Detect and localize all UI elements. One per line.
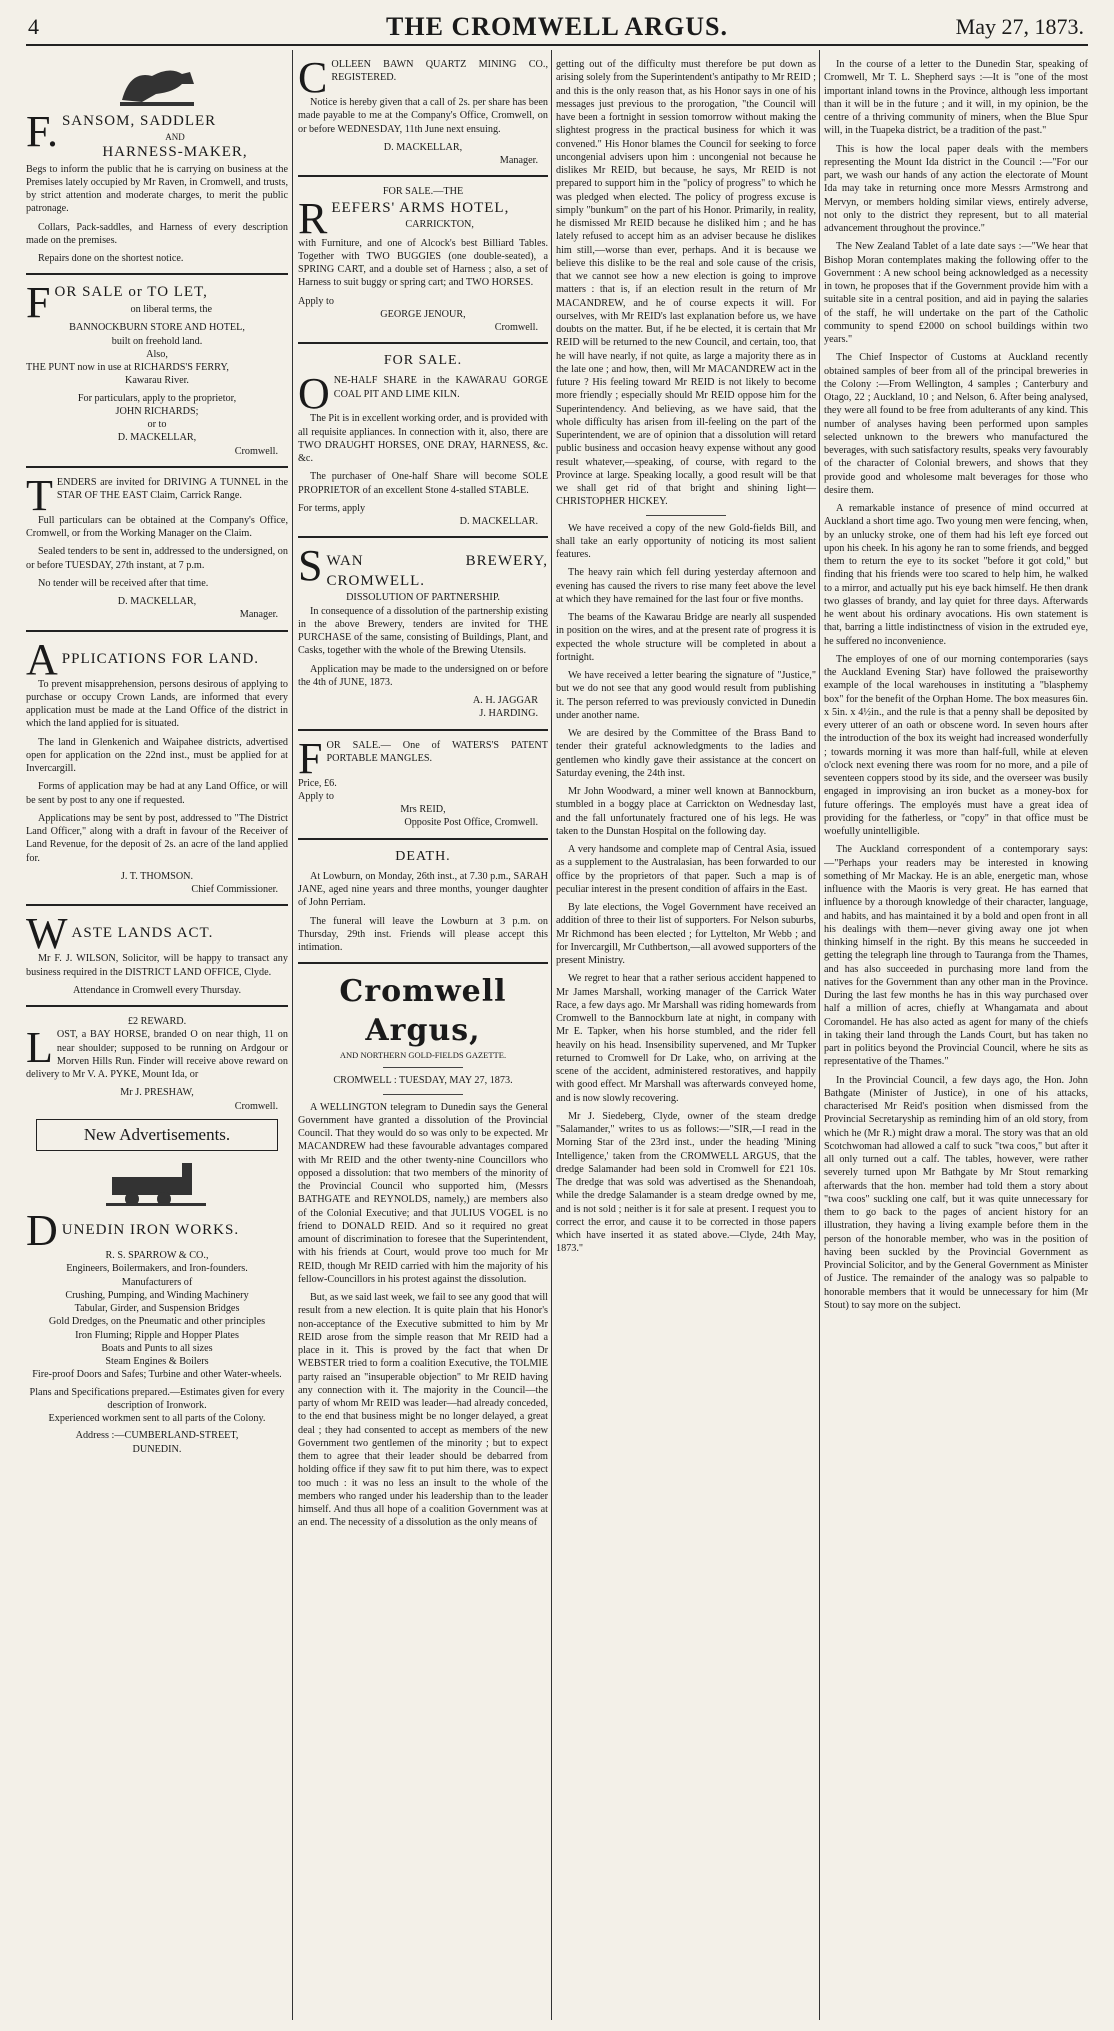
news-item: Mr John Woodward, a miner well known at Bannockburn, stumbled in a boggy place at Carrickton on Wednesday last, and the fall unfortunately fractured one of his legs. He was taken to the Dunstan Hospital on the following day. <box>556 786 816 837</box>
column-rule <box>819 50 820 2020</box>
column-2 <box>298 58 548 2018</box>
nameplate-subtitle: AND NORTHERN GOLD-FIELDS GAZETTE. <box>339 1050 507 1061</box>
masthead <box>26 6 1088 46</box>
news-item: We regret to hear that a rather serious accident happened to Mr James Marshall, working manager of the Carrick Water Race, a few days ago. Mr Marshall was riding homewards from Cromwell to the Bannockburn late at night, in company with Mr E. Tapker, when his horse stumbled, and the rider fell heavily on his head. Insensibility supervened, and Mr Tupker returned to Cromwell for Dr Lake, who, on arriving at the scene of the accident, administered restoratives, and happily with good effect. Mr Marshall was afterwards conveyed home, and is now slowly recovering. <box>556 973 816 1104</box>
news-item: The beams of the Kawarau Bridge are nearly all suspended in position on the wires, and at the present rate of progress it is expected the whole structure will be completed in about a fortnight. <box>556 612 816 663</box>
news-item: We have received a letter bearing the signature of "Justice," but we do not see that any good would result from publishing it. The person referred to was previously convicted in Dunedin under another name. <box>556 670 816 721</box>
news-item: This is how the local paper deals with the members representing the Mount Ida district in the Council :—"For our part, we wash our hands of any action the electorate of Mount Ida may take in returning once more Messrs Armstrong and Mervyn, or members holding similar views, entirely adverse, not only to the district they represent, but to all material advancement throughout the province." <box>824 143 1088 234</box>
column-rule <box>292 50 293 2020</box>
news-item: Mr J. Siedeberg, Clyde, owner of the steam dredge "Salamander," writes to us as follows:—"SIR,—I read in the Morning Star of the 23rd inst., under the heading 'Mining Intelligence,' taken from the CROMWELL ARGUS, that the dredge Salamander had been sold in Cromwell for £21 10s. The dredge that was sold was advertised as the Shenandoah, while the dredge Salamander is a steam dredge owned by me, and is not sold ; neither is it for sale at present. I request you to correct the error, and cause it to be corrected in those papers which have inserted it as stated above.—Clyde, 24th May, 1873." <box>556 1110 816 1255</box>
colleen-bawn-ad: C OLLEEN BAWN QUARTZ MINING CO., REGISTERED. Notice is hereby given that a call of 2s. per share has been made payable to me at the Company's Office, Cromwell, on or before WEDNESDAY, 11th June next ensuing. D. MACKELLAR, Manager. <box>298 58 548 166</box>
mangles-ad: F OR SALE.— One of WATERS'S PATENT PORTABLE MANGLES. Price, £6. Apply to Mrs REID, Opposite Post Office, Cromwell. <box>298 733 548 829</box>
editorial-paragraph: But, as we said last week, we fail to see any good that will result from a new election. It is quite plain that his Honor's non-acceptance of the Executive submitted to him by Mr REID arose from the simple reason that Mr REID had a place in it. This is proved by the fact that when Dr WEBSTER tried to form a coalition Executive, the TOLMIE party raised an "insuperable objection" to Mr REID having any connection with it. The majority in the Council—the party of whom Mr REID was leader—had already conceded, to the end that business might be no longer delayed, a great deal ; they had consented to accept as members of the new Government two gentlemen of the minority ; but to expect them to agree that their leader should be debarred from holding office if they saw fit to put him there, was to expect too much : it was no less an insult to the whole of the members who ranged under his leadership than to the leader himself. And thus all hope of a coalition Government was at an end. The necessity of a dissolution as the only means of <box>298 1292 548 1529</box>
column-rule <box>551 50 552 2020</box>
news-item: We have received a copy of the new Gold-fields Bill, and shall take an early opportunity of noticing its most salient features. <box>556 522 816 560</box>
news-item: In the course of a letter to the Dunedin Star, speaking of Cromwell, Mr T. L. Shepherd says :—It is "one of the most important inland towns in the Province, although less important than it will be in the future ; and it will, in my opinion, be the centre of a thriving community of miners, when the Blue Spur will, in the Tuapeka district, be a tradition of the past." <box>824 59 1088 137</box>
reefers-arms-ad: FOR SALE.—THE R EEFERS' ARMS HOTEL, CARRICKTON, with Furniture, and one of Alcock's best Billiard Tables. Together with TWO BUGGIES (one double-seated), a SPRING CART, and a double set of Harness ; also, a set of Harness to suit buggy or spring cart; and TWO HORSES. Apply to GEORGE JENOUR, Cromwell. <box>298 186 548 333</box>
news-item: The New Zealand Tablet of a late date says :—"We hear that Bishop Moran contemplates making the following offer to the Government : A new school being acknowledged as a necessity in town, he proposes that if the Government provide him with a suitable site in a central position, and aid in paying the salaries of the staff, he will undertake on the part of the Catholic community to spend £2000 on school buildings within two years." <box>824 241 1088 345</box>
waste-lands-ad: W ASTE LANDS ACT. Mr F. J. WILSON, Solicitor, will be happy to transact any business required in the DISTRICT LAND OFFICE, Clyde. Attendance in Cromwell every Thursday. <box>26 909 288 996</box>
news-item: The employes of one of our morning contemporaries (says the Auckland Evening Star) have followed the praiseworthy example of the local warehouses in instituting a "blasphemy box" for the benefit of the Orphan Home. The box measures 6in. x 5in. x 4½in., and the rule is that a penny shall be deposited by every utterer of an oath or obscene word. In seven hours after the introduction of the box its weight had increased wonderfully ; towards morning it was more than half-full, while at eleven o'clock next evening there was room for no more, and a pile of seventeen coppers stood by its side, and the overseer was busily engaged in improvising an iron bucket as a money-box for future offerings. The employés must have a great idea of providing for the fatherless, or "copy" in that office must be woefully unintelligible. <box>824 653 1088 837</box>
newspaper-title: THE CROMWELL ARGUS. <box>386 12 728 41</box>
column-3 <box>556 58 816 2018</box>
tenders-ad: T ENDERS are invited for DRIVING A TUNNEL in the STAR OF THE EAST Claim, Carrick Range. Full particulars can be obtained at the Company's Office, Cromwell, or from the Working Manager on the Claim. Sealed tenders to be sent in, addressed to the undersigned, on or before TUESDAY, 27th instant, at 7 p.m. No tender will be received after that time. D. MACKELLAR, Manager. <box>26 470 288 621</box>
news-item: A remarkable instance of presence of mind occurred at Auckland a short time ago. Two young men were fencing, when, by an unlucky stroke, one of them had his left eye forced out upon his cheek. In his agony he ran to some friends, and begged them to return the eye to its socket "before it got cold," but finding that his friends were too scared to help him, he walked to a mirror, and actually put his eye back himself. He then drank two glasses of brandy, and lay quiet for three days. Afterwards he went about his ordinary avocations. His own statement is that, barring a little indistinctness of vision in the extruded eye, he suffered no inconvenience. <box>824 503 1088 647</box>
bannockburn-sale-ad: F OR SALE or TO LET, on liberal terms, the BANNOCKBURN STORE AND HOTEL, built on freehold land. Also, THE PUNT now in use at RICHARDS'S FERRY, Kawarau River. For particulars, apply to the proprietor, JOHN RICHARDS; or to D. MACKELLAR, Cromwell. <box>26 278 278 457</box>
editorial-paragraph: A WELLINGTON telegram to Dunedin says the General Government have granted a dissolution of the Provincial Council. That they would do so was only to be expected. Mr MACANDREW had these favourable advantages compared with Mr REID and the other twenty-nine Councillors who opposed a dissolution: that two members of the minority of the Provincial Council who supported him, (Messrs BATHGATE and REYNOLDS, namely,) are members also of the Colonial Executive; and that JULIUS VOGEL is no friend to DONALD REID. And so it required no great amount of discrimination to foresee that the Superintendent, with his friends at Court, would prove too much for Mr REID, though Mr REID carried with him the majority of his fellow-Councillors in his protest against the dissolution. <box>298 1101 548 1285</box>
sansom-ad: F. SANSOM, SADDLER AND HARNESS-MAKER, Begs to inform the public that he is carrying on business at the Premises lately occupied by Mr Raven, in Cromwell, and trusts, by strict attention and moderate charges, to merit the public patronage. Collars, Pack-saddles, and Harness of every description made on the premises. Repairs done on the shortest notice. <box>26 107 288 265</box>
editorial-continued: getting out of the difficulty must therefore be put down as arising solely from the Superintendent's antipathy to Mr REID ; and this is the only reason that, as his Honor says in one of his messages just previous to the prorogation, "the Council will have been a fortnight in session tomorrow without making the slightest progress in the practical business for which it was convened." His Honor blames the Council for seeking to force uncongenial advisers upon him : uncongenial not because he dislikes Mr REID, but because, he says, Mr REID is not prepared to support him in the "policy of progress" to which he was pledged when elected. The policy of progress excuse is simply "bunkum" on the part of his Honor. Primarily, in reality, he dismissed Mr REID because he disliked him ; and he has lately refused to accept him as an adviser because he dislikes him still,—worse than ever, perhaps. And it is because we believe this dislike to be the real and sole cause of the crisis, that we cannot see how a new election is going to improve matters : that is, if an election result in the return of Mr MACANDREW, and he of course expects it will. For ourselves, with Mr REID's last explanation before us, we have doubts on the matter. But, if he be elected, it is certain that Mr REID will be returned to the new Council, and certain, too, that he will have nearly, if not quite, as large a majority there as in the late one ; and how, then, will Mr MACANDREW act in the future ? His feeling toward Mr REID is not likely to become more friendly ; especially should Mr REID oppose him for the Superintendency. And believing, as we have said, that the whole difficulty has arisen from ill-feeling on the part of the Superintendent, we are of opinion that a dissolution will retard public business and occasion heavy expense without any good result whatever,—speaking, of course, with regard to the Province at large. Speaking locally, a good result will be that we shall get rid of that bright and shining light—CHRISTOPHER HICKEY. <box>556 59 816 508</box>
column-1 <box>26 58 288 2018</box>
coal-pit-sale-ad: FOR SALE. O NE-HALF SHARE in the KAWARAU GORGE COAL PIT AND LIME KILN. The Pit is in excellent working order, and is provided with all requisite appliances. In connection with it, also, there are TWO DRAUGHT HORSES, ONE DRAY, HARNESS, &c. &c. The purchaser of One-half Share will become SOLE PROPRIETOR of an excellent Stone 4-stalled STABLE. For terms, apply D. MACKELLAR. <box>298 353 548 528</box>
news-item: The Auckland correspondent of a contemporary says:—"Perhaps your readers may be interested in knowing something of Mr Mackay. He is an able, energetic man, whose influence with the Maoris is very great. He has earned that influence by a thorough knowledge of their character, language, and habits, and has maintained it by a bold and open front in all his dealings with them—never giving away one jot when thinking himself in the right. By this means he succeeded in getting the telegraph line through to Tauranga from the Thames, and has also succeeded in purchasing more land from the natives for the Government than any other man in the Province. During the last few months he has in this way purchased over half a million of acres, chiefly at Whangamata and about Coromandel. He has also acted as agent for many of the chiefs in taking their land through the Lands Court, but has taken no part in politics beyond the Provincial Council, where he sits as representative of the Thames." <box>824 844 1088 1068</box>
dateline: CROMWELL : TUESDAY, MAY 27, 1873. <box>333 1075 513 1087</box>
cromwell-argus-nameplate: Cromwell Argus, <box>339 974 507 1049</box>
issue-date: May 27, 1873. <box>955 14 1084 39</box>
news-item: The heavy rain which fell during yesterday afternoon and evening has caused the rivers to rise many feet above the level at which they have remained for the last four or five months. <box>556 567 816 605</box>
land-applications-ad: A PPLICATIONS FOR LAND. To prevent misapprehension, persons desirous of applying to purchase or occupy Crown Lands, are informed that every application must be made at the Land Office of the district in which the land applied for is situated. The land in Glenkenich and Waipahee districts, advertised open for application on the 22nd inst., must be applied for at Invercargill. Forms of application may be had at any Land Office, or will be sent by post to any one if requested. Applications may be sent by post, addressed to "The District Land Officer," along with a draft in favour of the Receiver of Land Revenue, for the deposit of 2s. an acre of the land applied for. J. T. THOMSON. Chief Commissioner. <box>26 634 288 896</box>
reward-ad: £2 REWARD. L OST, a BAY HORSE, branded O on near thigh, 11 on near shoulder; supposed to be running on Ardgour or Morven Hills Run. Finder will receive above reward on delivery to Mr V. A. PYKE, Mount Ida, or Mr J. PRESHAW, Cromwell. <box>26 1016 288 1112</box>
news-item: The Chief Inspector of Customs at Auckland recently obtained samples of beer from all of the principal breweries in the Colony :—From Wellington, 4 samples ; Canterbury and Otago, 22 ; Auckland, 10 ; and Nelson, 6. After being analysed, they were all found to be free from adulterants of any kind. This number of analyses having been performed upon samples selected unknown to the brewers who manufactured the beverages, with such satisfactory results, speaks very favourably of the character of Colonial brewers, and shows that they provide good and wholesome malt beverages for those who desire them. <box>824 352 1088 496</box>
steam-engine-icon <box>102 1157 212 1207</box>
column-4 <box>824 58 1088 2018</box>
dunedin-iron-works-ad: D UNEDIN IRON WORKS. R. S. SPARROW & CO., Engineers, Boilermakers, and Iron-founders. Manufacturers of Crushing, Pumping, and Winding Machinery Tabular, Girder, and Suspension Bridges Gold Dredges, on the Pneumatic and other principles Iron Fluming; Ripple and Hopper Plates Boats and Punts to all sizes Steam Engines & Boilers Fire-proof Doors and Safes; Turbine and other Water-wheels. Plans and Specifications prepared.—Estimates given for every description of Ironwork. Experienced workmen sent to all parts of the Colony. Address :—CUMBERLAND-STREET, DUNEDIN. <box>26 1206 285 1455</box>
page-number: 4 <box>28 14 39 39</box>
horse-collar-icon <box>112 62 202 108</box>
news-item: In the Provincial Council, a few days ago, the Hon. John Bathgate (Minister of Justice), in one of his attacks, characterised Mr Reid's position when dismissed from the Provincial Secretaryship as reminding him of an old story, from which he (Mr R.) might draw a moral. The story was that an old Scotchwoman had allowed a calf to suck "twa coos," but after it all only turned out a calf. The tables, however, were rather severely turned upon Mr Bathgate by Mr Stout remarking afterwards that the hon. member had told them a story about "twa coos" suckling one calf, but it was quite unnecessary for them to go back to the pages of ancient history for an illustration, they having a living example before them in the person of the honorable member, who was in the position of having been suckled by the Provincial Government as Provincial Solicitor, and by the General Government as Minister of Justice. The remainder of the analogy was so palpable to honorable members that it would be unnecessary for him (Mr Stout) to say more on the subject. <box>824 1074 1088 1311</box>
news-item: We are desired by the Committee of the Brass Band to tender their grateful acknowledgments to the ladies and gentlemen who kindly gave their assistance at the concert on Saturday evening, the 24th inst. <box>556 728 816 779</box>
death-notice: DEATH. At Lowburn, on Monday, 26th inst., at 7.30 p.m., SARAH JANE, aged nine years and three months, younger daughter of John Perriam. The funeral will leave the Lowburn at 3 p.m. on Thursday, 29th inst. Friends will please accept this intimation. <box>298 848 548 954</box>
news-item: By late elections, the Vogel Government have received an addition of three to their list of supporters. For Nelson suburbs, Mr Richmond has been elected ; for Lyttelton, Mr Webb ; and for Invercargill, Mr Cuthbertson,—all avowed supporters of the present Ministry. <box>556 902 816 966</box>
new-advertisements-heading: New Advertisements. <box>36 1119 278 1151</box>
swan-brewery-ad: S WAN BREWERY, CROMWELL. DISSOLUTION OF PARTNERSHIP. In consequence of a dissolution of the partnership existing in the above Brewery, tenders are invited for THE PURCHASE of the same, consisting of Buildings, Plant, and Casks, together with the whole of the Brewing Utensils. Application may be made to the undersigned on or before the 4th of JUNE, 1873. A. H. JAGGAR J. HARDING. <box>298 541 548 720</box>
news-item: A very handsome and complete map of Central Asia, issued as a supplement to the Australasian, has been forwarded to our office by the proprietors of that paper. Such a map is of peculiar interest in the present condition of affairs in the East. <box>556 844 816 895</box>
